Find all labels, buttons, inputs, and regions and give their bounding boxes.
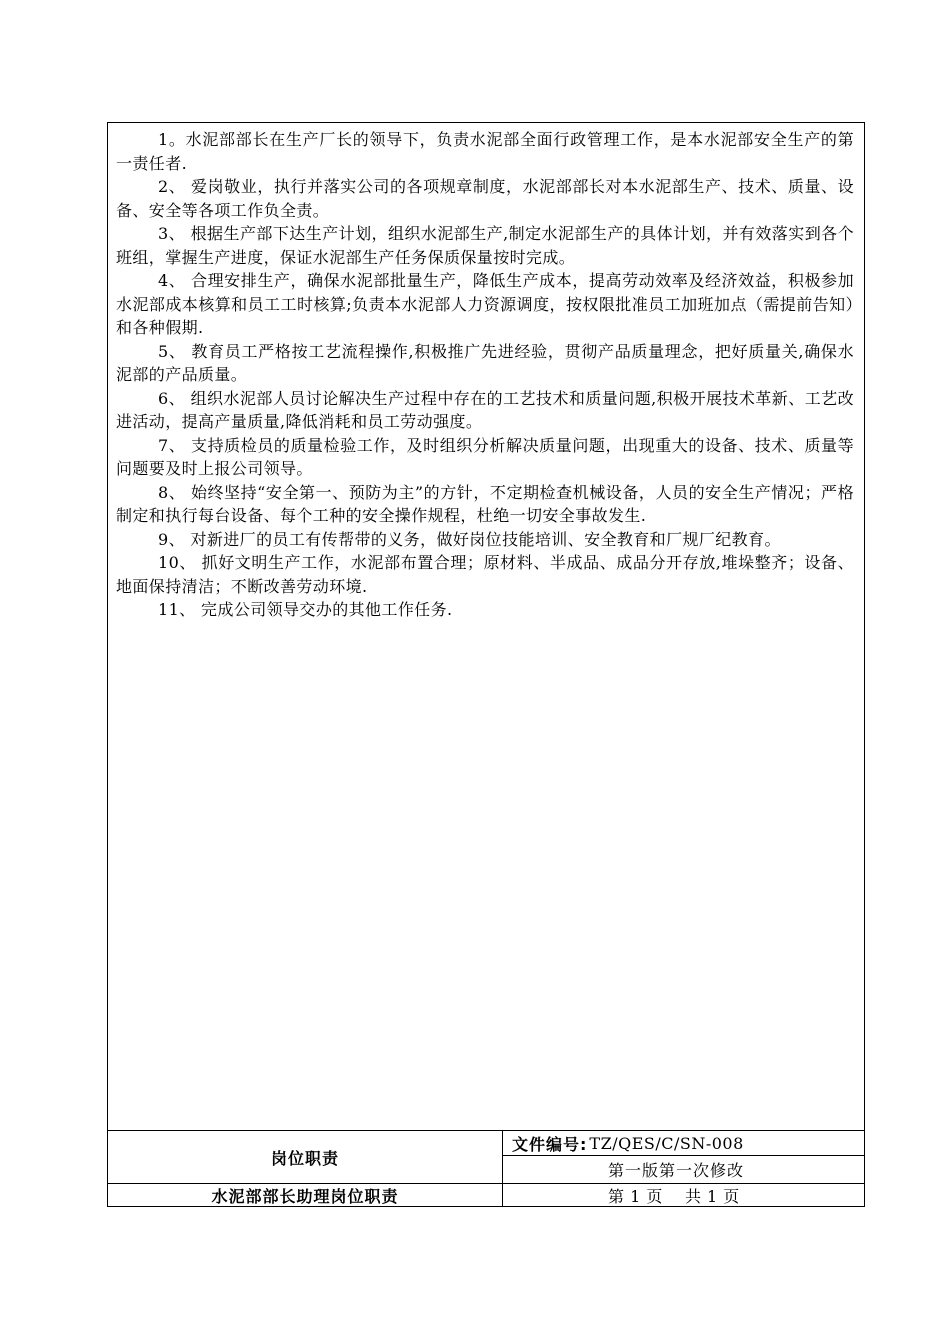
position-name: 水泥部部长助理岗位职责 xyxy=(211,1187,399,1206)
document-number-label: 文件编号: xyxy=(512,1134,588,1154)
document-frame xyxy=(107,122,865,1207)
duty-item: 2、 爱岗敬业，执行并落实公司的各项规章制度，水泥部部长对本水泥部生产、技术、质量、设备、安全等各项工作负全责。 xyxy=(116,177,854,220)
duties-list xyxy=(108,123,864,1130)
page-info: 第 1 页 共 1 页 xyxy=(608,1187,740,1206)
duty-item: 6、 组织水泥部人员讨论解决生产过程中存在的工艺技术和质量问题,积极开展技术革新、工艺改进活动，提高产量质量,降低消耗和员工劳动强度。 xyxy=(116,388,854,431)
document-footer-table xyxy=(108,1130,864,1206)
document-version: 第一版第一次修改 xyxy=(608,1161,745,1180)
duty-item: 10、 抓好文明生产工作，水泥部布置合理；原材料、半成品、成品分开存放,堆垛整齐；设备、地面保持清洁；不断改善劳动环境. xyxy=(116,553,854,596)
duty-item: 3、 根据生产部下达生产计划，组织水泥部生产,制定水泥部生产的具体计划，并有效落实到各个班组，掌握生产进度，保证水泥部生产任务保质保量按时完成。 xyxy=(116,224,854,267)
document-type-title: 岗位职责 xyxy=(270,1148,339,1168)
duty-item: 1。水泥部部长在生产厂长的领导下，负责水泥部全面行政管理工作，是本水泥部安全生产的第一责任者. xyxy=(116,130,854,173)
document-number-value: TZ/QES/C/SN-008 xyxy=(589,1133,744,1153)
duty-item: 9、 对新进厂的员工有传帮带的义务，做好岗位技能培训、安全教育和厂规厂纪教育。 xyxy=(158,529,781,549)
duty-item: 4、 合理安排生产，确保水泥部批量生产，降低生产成本，提高劳动效率及经济效益，积极参加水泥部成本核算和员工工时核算;负责本水泥部人力资源调度，按权限批准员工加班加点（需提前告知）和各种假期. xyxy=(116,271,854,337)
duty-item: 11、 完成公司领导交办的其他工作任务. xyxy=(158,600,453,619)
table-divider xyxy=(502,1131,503,1207)
duty-item: 8、 始终坚持“安全第一、预防为主”的方针，不定期检查机械设备，人员的安全生产情况；严格制定和执行每台设备、每个工种的安全操作规程，杜绝一切安全事故发生. xyxy=(116,482,854,525)
document-number xyxy=(512,1131,862,1155)
duty-item: 5、 教育员工严格按工艺流程操作,积极推广先进经验，贯彻产品质量理念，把好质量关,确保水泥部的产品质量。 xyxy=(116,341,854,384)
duty-item: 7、 支持质检员的质量检验工作，及时组织分析解决质量问题，出现重大的设备、技术、质量等问题要及时上报公司领导。 xyxy=(116,435,854,478)
